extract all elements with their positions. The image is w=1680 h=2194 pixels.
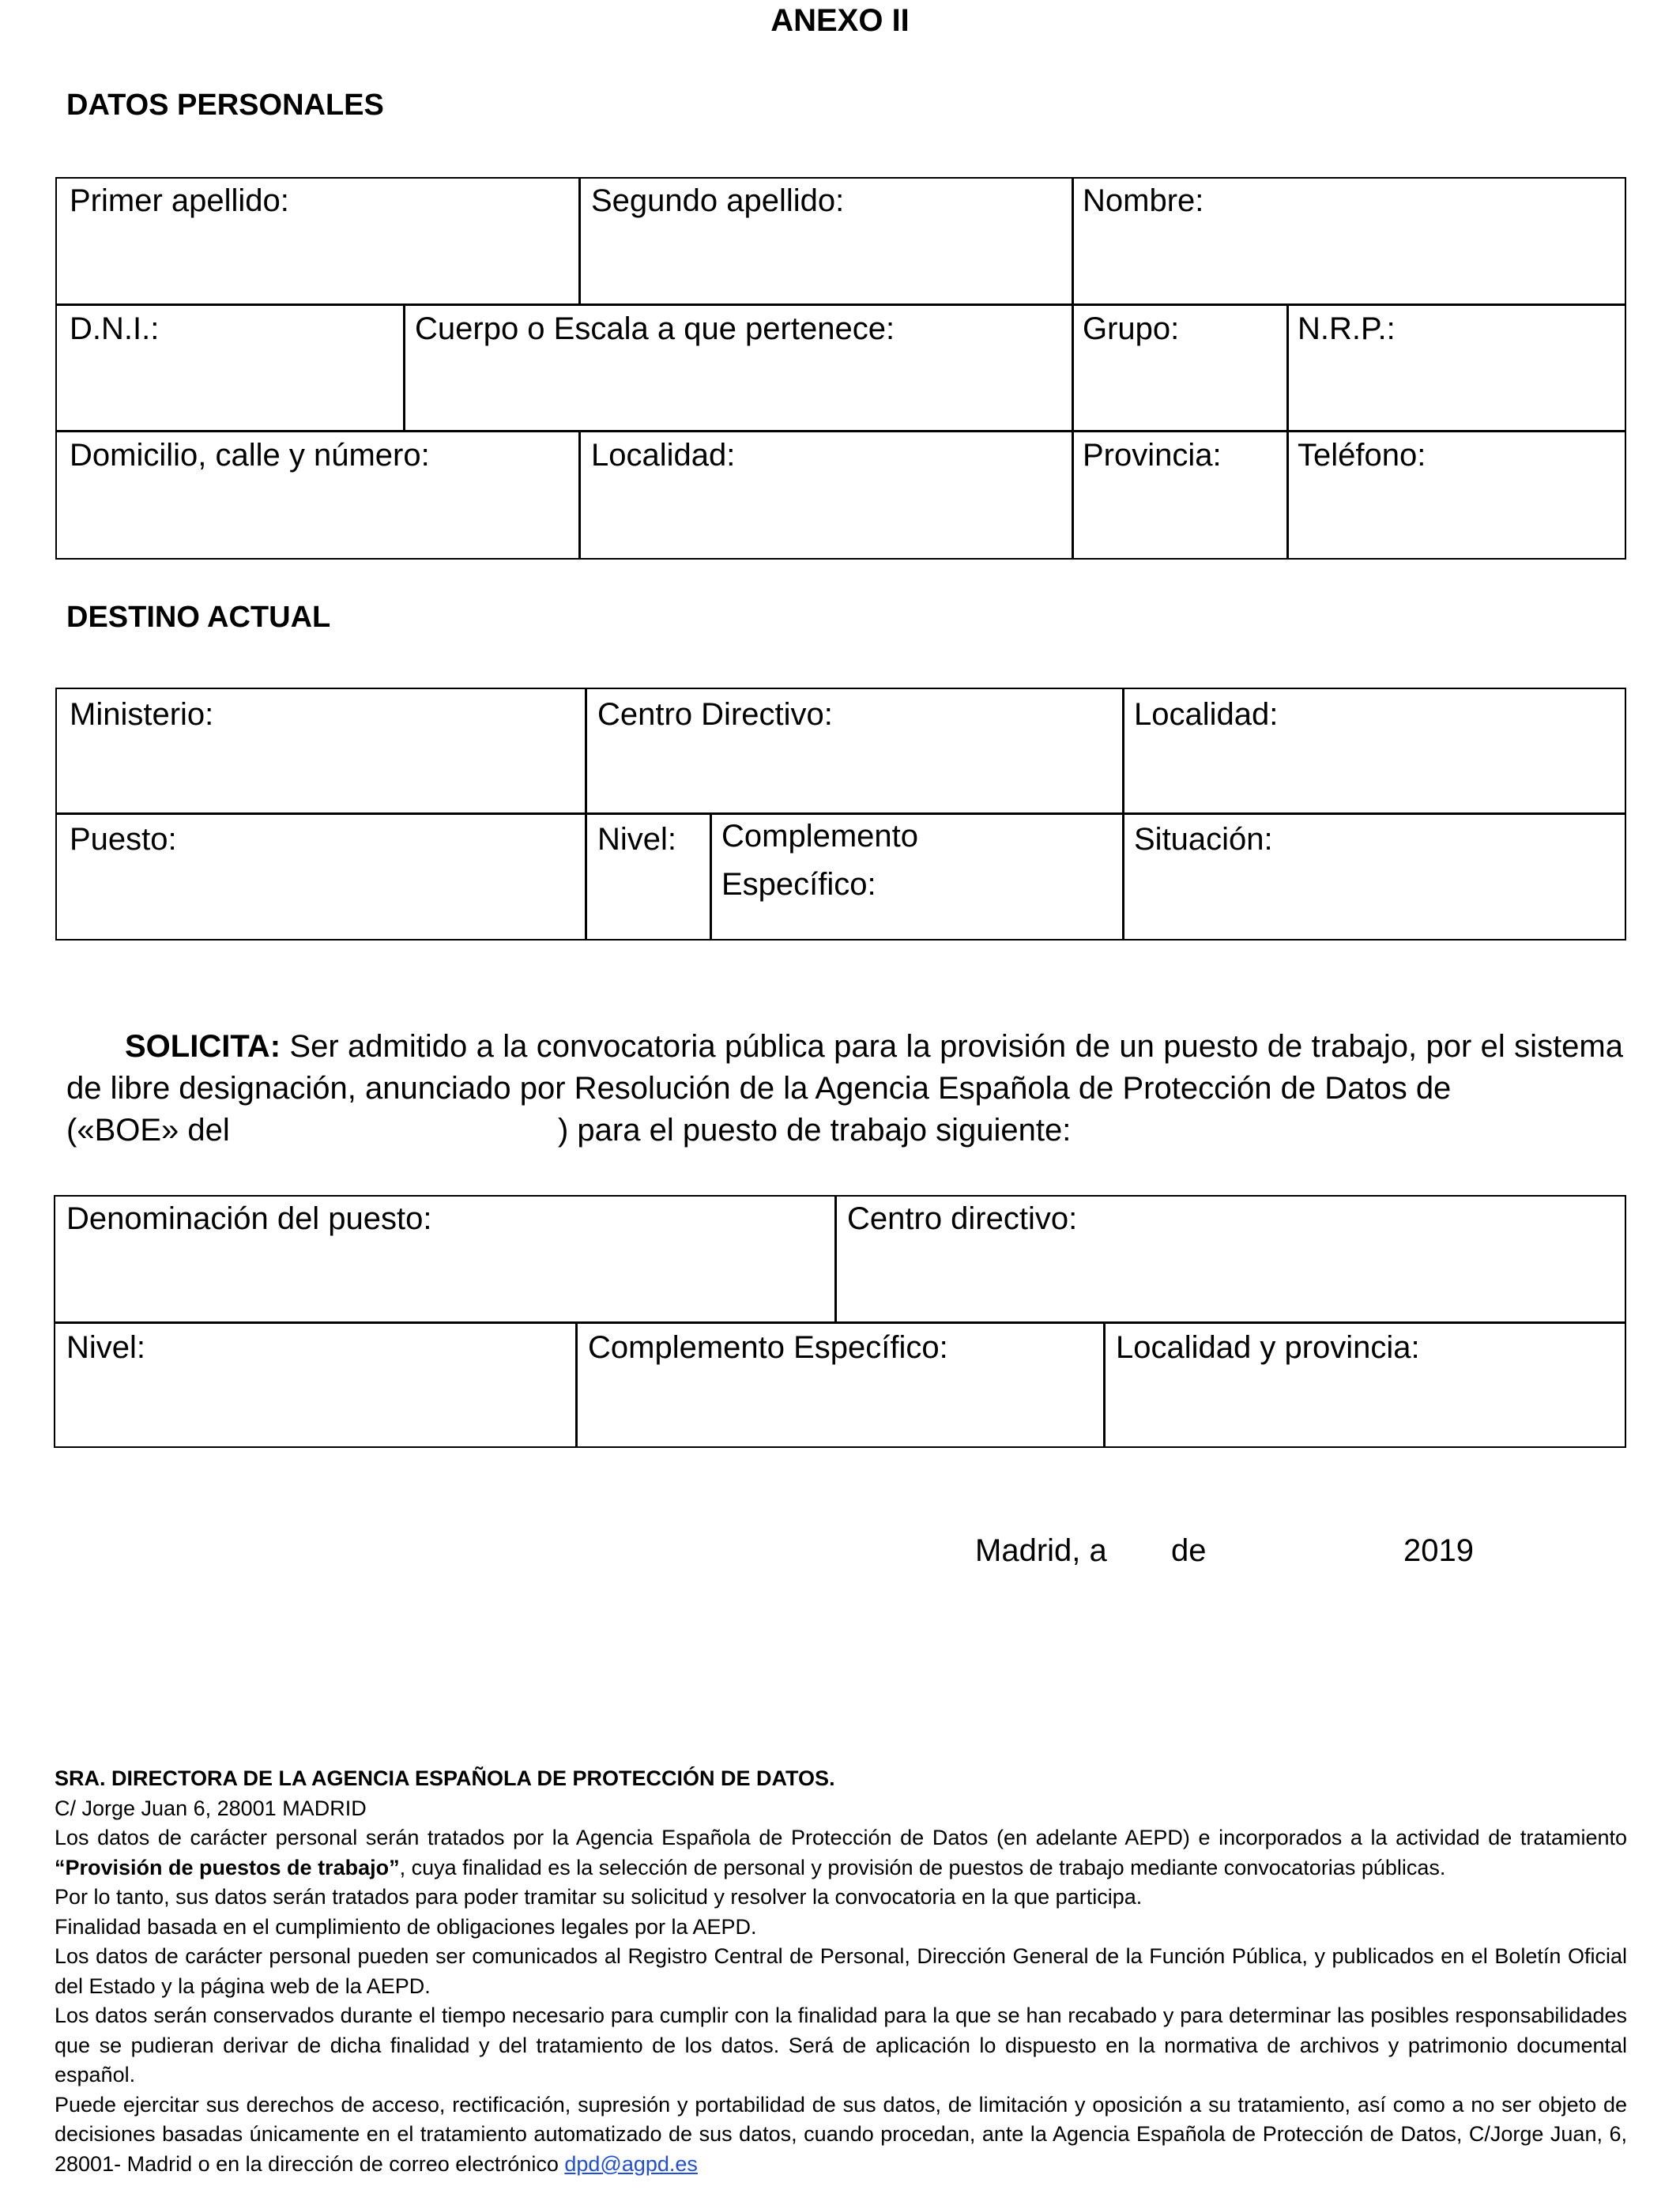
solicita-label: SOLICITA: [125, 1029, 281, 1064]
solicita-paragraph [66, 1026, 1623, 1110]
cell-divider [710, 812, 712, 941]
email-link[interactable]: dpd@agpd.es [564, 2151, 698, 2176]
footer-p6-text: Puede ejercitar sus derechos de acceso, rectificación, supresión y portabilidad de sus datos, de limitación y oposición a su tratamiento, así como a no ser objeto de decisiones basadas únicamente en el tratamiento automatizado de sus datos, cuando procedan, ante la Agencia Española de Protección de Datos, C/Jorge Juan, 6, 28001- Madrid o en la dirección de correo electrónico [55, 2092, 1627, 2176]
field-localidad-provincia[interactable]: Localidad y provincia: [1116, 1330, 1420, 1365]
solicita-suffix: ) para el puesto de trabajo siguiente: [558, 1113, 1072, 1148]
field-grupo[interactable]: Grupo: [1083, 311, 1180, 346]
date-de: de [1171, 1533, 1207, 1568]
section-heading-destino: DESTINO ACTUAL [66, 601, 331, 634]
footer-paragraph-5: Los datos serán conservados durante el tiempo necesario para cumplir con la finalidad para la que se han recabado y para determinar las posibles responsabilidades que se pudieran derivar de dicha finalidad y del tratamiento de los datos. Será de aplicación lo dispuesto en la normativa de archivos y patrimonio documental español. [55, 2004, 1627, 2087]
solicita-text: Ser admitido a la convocatoria pública para la provisión de un puesto de trabajo, por el sistema de libre designación, anunciado por Resolución de la Agencia Española de Protección de Datos de [66, 1029, 1623, 1106]
document-title: ANEXO II [770, 3, 910, 38]
field-cuerpo-escala[interactable]: Cuerpo o Escala a que pertenece: [415, 311, 895, 346]
field-puesto[interactable]: Puesto: [70, 822, 177, 857]
field-localidad[interactable]: Localidad: [591, 438, 736, 473]
field-complemento-line1[interactable]: Complemento [721, 819, 919, 854]
cell-divider [1286, 303, 1289, 560]
field-centro-directivo-puesto[interactable]: Centro directivo: [847, 1201, 1078, 1236]
footer-p1-text: Los datos de carácter personal serán tratados por la Agencia Española de Protección de Datos (en adelante AEPD) e incorporados a la actividad de tratamiento [55, 1826, 1627, 1849]
footer-paragraph-4: Los datos de carácter personal pueden ser comunicados al Registro Central de Personal, Dirección General de la Función Pública, y publicados en el Boletín Oficial del Estado y la página web de la AEPD. [55, 1944, 1627, 1998]
addressee: SRA. DIRECTORA DE LA AGENCIA ESPAÑOLA DE PROTECCIÓN DE DATOS. [55, 1766, 835, 1790]
data-protection-footer [55, 1764, 1627, 2179]
cell-divider [1122, 688, 1124, 941]
section-heading-personal: DATOS PERSONALES [66, 89, 384, 122]
field-ministerio[interactable]: Ministerio: [70, 697, 214, 732]
cell-divider [585, 688, 587, 941]
activity-name: “Provisión de puestos de trabajo” [55, 1855, 400, 1879]
field-complemento-especifico-puesto[interactable]: Complemento Específico: [588, 1330, 948, 1365]
cell-divider [575, 1321, 578, 1448]
cell-divider [578, 430, 581, 560]
field-denominacion-puesto[interactable]: Denominación del puesto: [66, 1201, 432, 1236]
footer-paragraph-1 [55, 1823, 1627, 1883]
field-complemento-line2: Específico: [721, 867, 876, 902]
address: C/ Jorge Juan 6, 28001 MADRID [55, 1796, 367, 1820]
field-domicilio[interactable]: Domicilio, calle y número: [70, 438, 430, 473]
cell-divider [834, 1195, 837, 1321]
field-nivel-destino[interactable]: Nivel: [597, 822, 677, 857]
field-telefono[interactable]: Teléfono: [1298, 438, 1426, 473]
field-situacion[interactable]: Situación: [1134, 822, 1273, 857]
field-dni[interactable]: D.N.I.: [70, 311, 160, 346]
cell-divider [1103, 1321, 1106, 1448]
cell-divider [1072, 177, 1074, 560]
cell-divider [403, 303, 405, 430]
footer-p1-text-end: , cuya finalidad es la selección de personal y provisión de puestos de trabajo mediante convocatorias públicas. [399, 1855, 1446, 1879]
footer-paragraph-3: Finalidad basada en el cumplimiento de obligaciones legales por la AEPD. [55, 1914, 757, 1939]
boe-prefix: («BOE» del [66, 1113, 230, 1148]
field-segundo-apellido[interactable]: Segundo apellido: [591, 183, 845, 218]
field-provincia[interactable]: Provincia: [1083, 438, 1222, 473]
field-nrp[interactable]: N.R.P.: [1298, 311, 1396, 346]
personal-data-table [55, 177, 1626, 560]
date-place: Madrid, a [975, 1533, 1107, 1568]
cell-divider [578, 177, 581, 303]
field-primer-apellido[interactable]: Primer apellido: [70, 183, 289, 218]
field-centro-directivo[interactable]: Centro Directivo: [597, 697, 833, 732]
field-nombre[interactable]: Nombre: [1083, 183, 1204, 218]
date-year: 2019 [1403, 1533, 1474, 1568]
field-nivel-puesto[interactable]: Nivel: [66, 1330, 146, 1365]
footer-paragraph-6 [55, 2090, 1627, 2180]
field-localidad-destino[interactable]: Localidad: [1134, 697, 1279, 732]
footer-paragraph-2: Por lo tanto, sus datos serán tratados para poder tramitar su solicitud y resolver la convocatoria en la que participa. [55, 1885, 1143, 1909]
